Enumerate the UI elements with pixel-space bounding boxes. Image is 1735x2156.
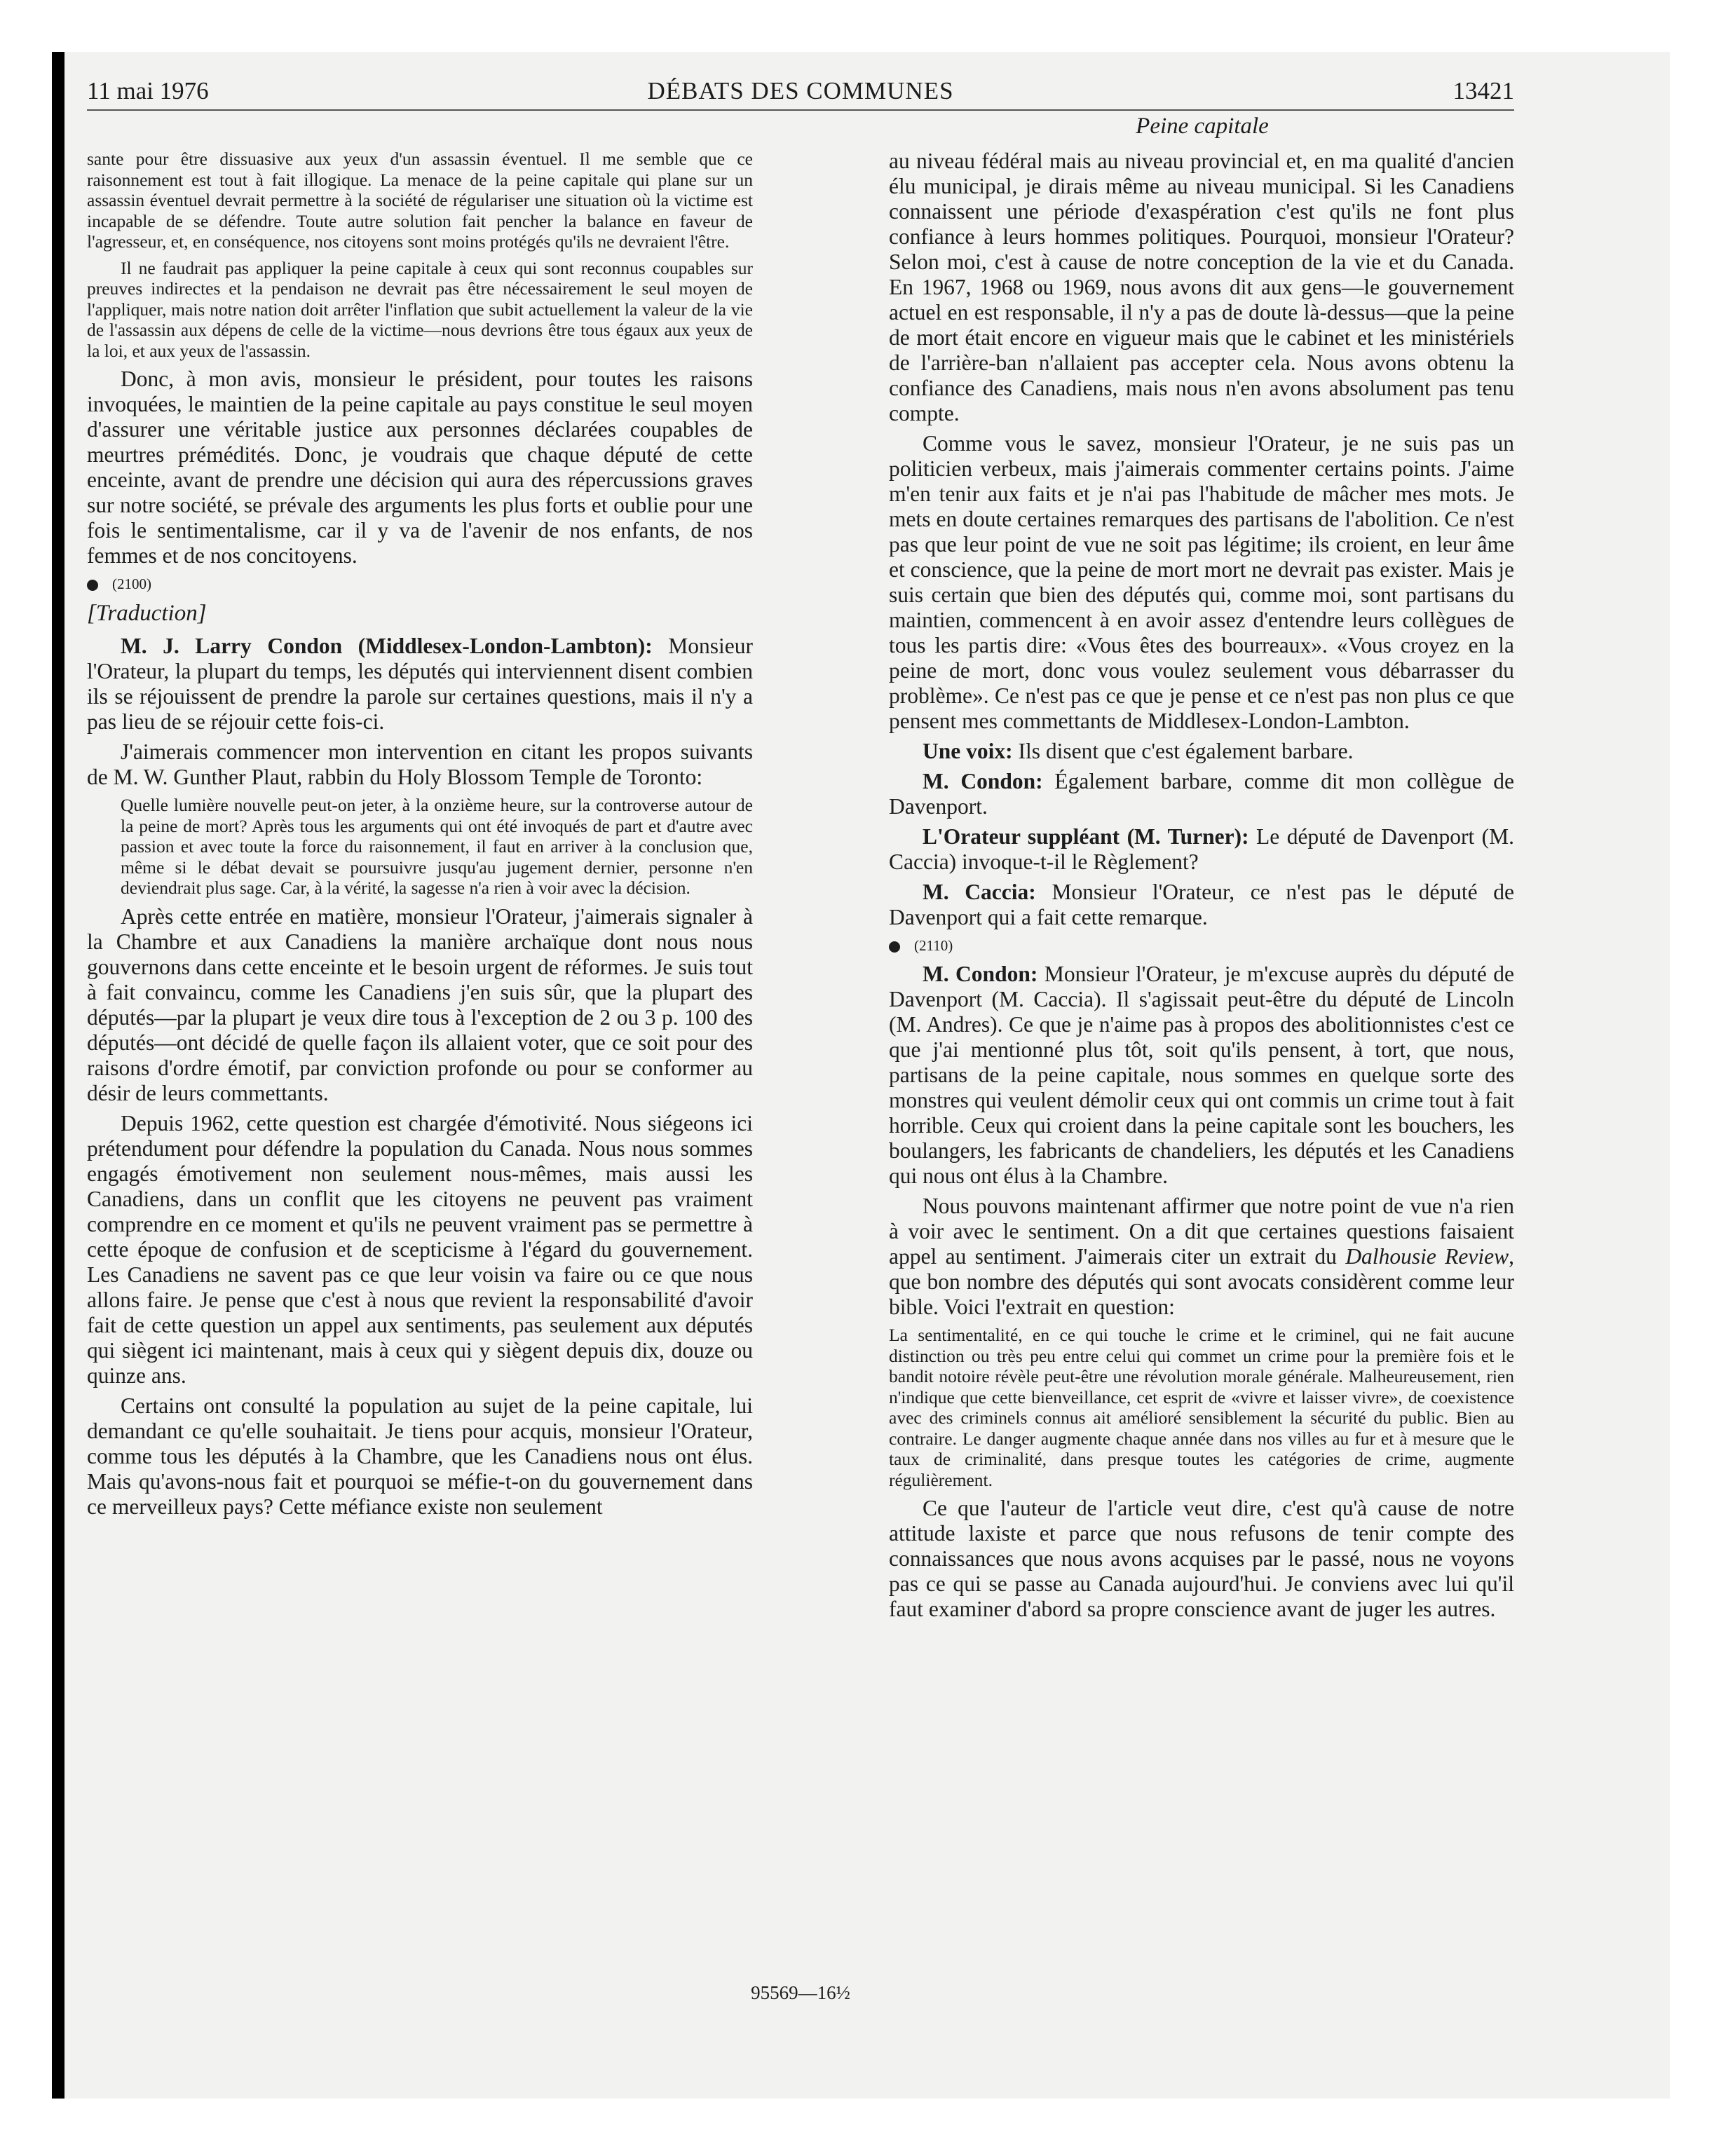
speech-text: Le député de Davenport (M. Caccia) invoque-t-il le Règlement? — [889, 824, 1515, 874]
time-mark: (2110) — [914, 937, 953, 954]
speaker-name: M. J. Larry Condon (Middlesex-London-Lambton): — [121, 634, 653, 658]
left-column — [87, 147, 753, 1524]
speaker-name: M. Condon: — [923, 769, 1043, 793]
speech — [889, 880, 1514, 930]
header-page-number: 13421 — [1452, 77, 1514, 104]
paragraph: au niveau fédéral mais au niveau provincial et, en ma qualité d'ancien élu municipal, je dirais même au niveau municipal. Si les Canadiens connaissent une période d'exaspération c'est qu'ils ne font plus confiance à leurs hommes politiques. Pourquoi, monsieur l'Orateur? Selon moi, c'est à cause de notre conception de la vie et du Canada. En 1967, 1968 ou 1969, nous avons dit aux gens—le gouvernement actuel en est responsable, il n'y a pas de doute là-dessus—que la peine de mort était encore en vigueur mais que le cabinet et les ministériels de l'arrière-ban n'allaient pas accepter cela. Nous avons obtenu la confiance des Canadiens, mais nous n'en avons absolument pas tenu compte. — [889, 149, 1514, 425]
paragraph: Certains ont consulté la population au sujet de la peine capitale, lui demandant ce qu'elle souhaitait. Je tiens pour acquis, monsieur l'Orateur, comme tous les députés à la Chambre, que les Canadiens nous ont élus. Mais qu'avons-nous fait et pourquoi se méfie-t-on du gouvernement dans ce merveilleux pays? Cette méfiance existe non seulement — [87, 1393, 753, 1519]
page-header — [87, 73, 1514, 111]
header-title: DÉBATS DES COMMUNES — [647, 77, 954, 104]
bullet-icon — [87, 580, 98, 591]
paragraph — [889, 1194, 1514, 1320]
paragraph: J'aimerais commencer mon intervention en citant les propos suivants de M. W. Gunther Plaut, rabbin du Holy Blossom Temple de Toronto: — [87, 739, 753, 789]
speaker-name: M. Condon: — [923, 962, 1038, 986]
right-column — [889, 149, 1514, 1627]
speech-text: Ils disent que c'est également barbare. — [1018, 739, 1354, 763]
page-footer: 95569—16½ — [751, 1982, 850, 2003]
time-marker — [889, 935, 1514, 956]
quote-block: sante pour être dissuasive aux yeux d'un assassin éventuel. Il me semble que ce raisonnement est tout à fait illogique. La menace de la peine capitale qui plane sur un assassin éventuel devrait permettre à la société de régulariser une situation où la victime est incapable de se défendre. Toute autre solution fait pencher la balance en faveur de l'agresseur, et, en conséquence, nos citoyens sont moins protégés qu'ils ne devraient l'être. — [87, 149, 753, 252]
speech-text: Monsieur l'Orateur, je m'excuse auprès du député de Davenport (M. Caccia). Il s'agissait peut-être du député de Lincoln (M. Andres). Ce que je n'aime pas à propos des abolitionnistes c'est ce que j'ai mentionné plus tôt, soit qu'ils pensent, à tort, que nous, partisans de la peine capitale, nous sommes en quelque sorte des monstres qui veulent démolir ceux qui ont commis un crime tout à fait horrible. Ceux qui croient dans la peine capitale sont les bouchers, les boulangers, les fabricants de chandeliers, les députés et les Canadiens qui nous ont élus à la Chambre. — [889, 962, 1515, 1188]
quote-block: La sentimentalité, en ce qui touche le crime et le criminel, qui ne fait aucune distinction ou très peu entre celui qui commet un crime pour la première fois et le bandit notoire révèle peut-être une révolution morale générale. Malheureusement, rien n'indique que cette bienveillance, cet esprit de «vivre et laisser vivre», de coexistence avec des criminels connus ait amélioré sensiblement la sécurité du public. Bien au contraire. Le danger augmente chaque année dans nos villes au fur et à mesure que le taux de criminalité, dans presque toutes les catégories de crime, augmente régulièrement. — [889, 1325, 1514, 1490]
quote-block: Quelle lumière nouvelle peut-on jeter, à la onzième heure, sur la controverse autour de la peine de mort? Après tous les arguments qui ont été invoqués de part et d'autre avec passion et avec toute la force du raisonnement, il faut en arriver à la conclusion que, même si le débat devait se poursuivre jusqu'au jugement dernier, personne n'en deviendrait plus sage. Car, à la vérité, la sagesse n'a rien à voir avec la décision. — [121, 795, 753, 898]
bullet-icon — [889, 941, 900, 953]
paragraph: Comme vous le savez, monsieur l'Orateur, je ne suis pas un politicien verbeux, mais j'aimerais commenter certains points. J'aime m'en tenir aux faits et je n'ai pas l'habitude de mâcher mes mots. Je mets en doute certaines remarques des partisans de l'abolition. Ce n'est pas que leur point de vue ne soit pas légitime; ils croient, en leur âme et conscience, que la peine de mort mort ne devrait pas exister. Mais je suis certain que bien des députés qui, comme moi, sont partisans du maintien, commencent à en avoir assez d'entendre leurs collègues de tous les partis dire: «Vous êtes des bourreaux». «Vous croyez en la peine de mort, donc vous voulez seulement vous débarrasser du problème». Ce n'est pas ce que je pense et ce n'est pas non plus ce que pensent mes commettants de Middlesex-London-Lambton. — [889, 431, 1514, 733]
speech — [889, 962, 1514, 1189]
speech-text: Également barbare, comme dit mon collègue de Davenport. — [889, 769, 1515, 819]
speaker-name: Une voix: — [923, 739, 1013, 763]
speech-text: Monsieur l'Orateur, la plupart du temps, les députés qui interviennent disent combien ils se réjouissent de prendre la parole sur certaines questions, mais il n'y a pas lieu de se réjouir cette fois-ci. — [87, 634, 754, 734]
quote-block: Il ne faudrait pas appliquer la peine capitale à ceux qui sont reconnus coupables sur preuves indirectes et la pendaison ne devrait pas être nécessairement le seul moyen de l'appliquer, mais notre nation doit arrêter l'inflation que subit actuellement la valeur de la vie de l'assassin aux dépens de celle de la victime—nous devrions être tous égaux aux yeux de la loi, et aux yeux de l'assassin. — [87, 257, 753, 361]
speech — [87, 634, 753, 735]
journal-title: Dalhousie Review — [1345, 1244, 1509, 1269]
paragraph-text: , que bon nombre des députés qui sont avocats considèrent comme leur bible. Voici l'extrait en question: — [889, 1244, 1514, 1319]
translation-note: [Traduction] — [87, 601, 207, 626]
speech — [889, 739, 1514, 764]
scan-edge-bar — [52, 52, 64, 2099]
speech-text: Monsieur l'Orateur, ce n'est pas le député de Davenport qui a fait cette remarque. — [889, 880, 1514, 929]
speech — [889, 824, 1514, 875]
header-date: 11 mai 1976 — [87, 77, 209, 104]
time-marker — [87, 573, 753, 594]
time-mark: (2100) — [112, 575, 151, 592]
speech — [889, 769, 1514, 819]
paragraph: Après cette entrée en matière, monsieur l'Orateur, j'aimerais signaler à la Chambre et aux Canadiens la manière archaïque dont nous nous gouvernons dans cette enceinte et le besoin urgent de réformes. Je suis tout à fait convaincu, comme les Canadiens j'en suis sûr, que la plupart des députés—par la plupart je veux dire tous à l'exception de 2 ou 3 p. 100 des députés—ont décidé de quelle façon ils allaient voter, que ce soit pour des raisons d'ordre émotif, par conviction profonde ou pour se conformer au désir de leurs commettants. — [87, 903, 753, 1105]
paragraph-text: Nous pouvons maintenant affirmer que notre point de vue n'a rien à voir avec le sentiment. On a dit que certaines questions faisaient appel au sentiment. J'aimerais citer un extrait du — [889, 1194, 1514, 1269]
paragraph: Donc, à mon avis, monsieur le président, pour toutes les raisons invoquées, le maintien de la peine capitale au pays constitue le seul moyen d'assurer une véritable justice aux personnes déclarées coupables de meurtres prémédités. Donc, je voudrais que chaque député de cette enceinte, avant de prendre une décision qui aura des répercussions graves sur notre société, se prévale des arguments les plus forts et oublie pour une fois le sentimentalisme, car il y va de l'avenir de nos enfants, de nos femmes et de nos concitoyens. — [87, 367, 753, 568]
speaker-name: L'Orateur suppléant (M. Turner): — [923, 824, 1249, 849]
paragraph: Ce que l'auteur de l'article veut dire, c'est qu'à cause de notre attitude laxiste et parce que nous refusons de tenir compte des connaissances que nous avons acquises par le passé, nous ne voyons pas ce qui se passe au Canada aujourd'hui. Je conviens avec lui qu'il faut examiner d'abord sa propre conscience avant de juger les autres. — [889, 1496, 1514, 1621]
speaker-name: M. Caccia: — [923, 880, 1036, 904]
paragraph: Depuis 1962, cette question est chargée d'émotivité. Nous siégeons ici prétendument pour défendre la population du Canada. Nous nous sommes engagés émotivement non seulement nous-mêmes, mais aussi les Canadiens, dans un conflit que les citoyens ne peuvent pas vraiment comprendre en ce moment et qu'ils ne peuvent vraiment pas se permettre à cette époque de confusion et de scepticisme à l'égard du gouvernement. Les Canadiens ne savent pas ce que leur voisin va faire ou ce que nous allons faire. Je pense que c'est à nous que revient la responsabilité d'avoir fait de cette question un appel aux sentiments, pas seulement aux députés qui siègent ici maintenant, mais à ceux qui y siègent depuis dix, douze ou quinze ans. — [87, 1110, 753, 1388]
section-title: Peine capitale — [1136, 114, 1269, 139]
